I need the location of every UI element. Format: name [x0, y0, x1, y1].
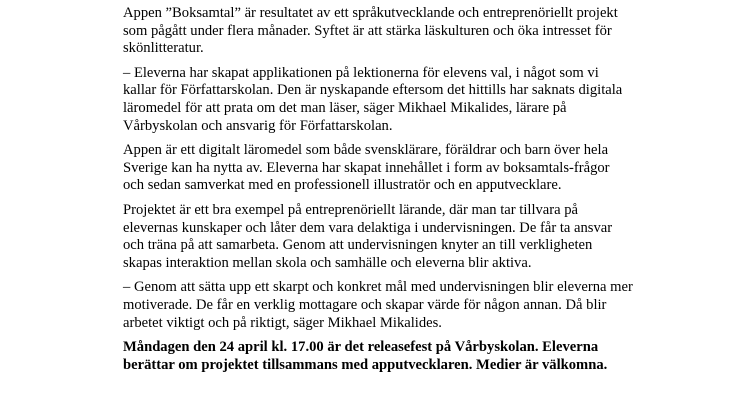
paragraph-entrepreneurial-learning: Projektet är ett bra exempel på entreprenöriellt lärande, där man tar tillvara på elevernas kunskaper och låter dem vara delaktiga i undervisningen. De får ta ansvar och träna på att samarbeta. Genom att undervisningen knyter an till verkligheten skapas interaktion mellan skola och samhälle och eleverna blir aktiva.	[123, 201, 613, 271]
paragraph-release-party: Måndagen den 24 april kl. 17.00 är det releasefest på Vårbyskolan. Eleverna berättar om projektet tillsammans med apputvecklaren. Medier är välkomna.	[123, 339, 608, 373]
document-body	[123, 5, 633, 374]
paragraph-app-description: Appen är ett digitalt läromedel som både svensklärare, föräldrar och barn över hela Sverige kan ha nytta av. Eleverna har skapat innehållet i form av boksamtals-frågor och sedan samverkat med en professionell illustratör och en apputvecklare.	[123, 142, 610, 194]
paragraph-quote-teacher: – Eleverna har skapat applikationen på lektionerna för elevens val, i något som vi kallar för Författarskolan. Den är nyskapande eftersom det hittills har saknats digitala läromedel för att prata om det man läser, säger Mikhael Mikalides, lärare på Vårbyskolan och ansvarig för Författarskolan.	[123, 64, 623, 134]
paragraph-quote-motivation: – Genom att sätta upp ett skarpt och konkret mål med undervisningen blir eleverna mer motiverade. De får en verklig mottagare och skapar värde för någon annan. Då blir arbetet viktigt och på riktigt, säger Mikhael Mikalides.	[123, 279, 633, 331]
paragraph-intro: Appen ”Boksamtal” är resultatet av ett språkutvecklande och entreprenöriellt projekt som pågått under flera månader. Syftet är att stärka läskulturen och öka intresset för skönlitteratur.	[123, 5, 618, 57]
